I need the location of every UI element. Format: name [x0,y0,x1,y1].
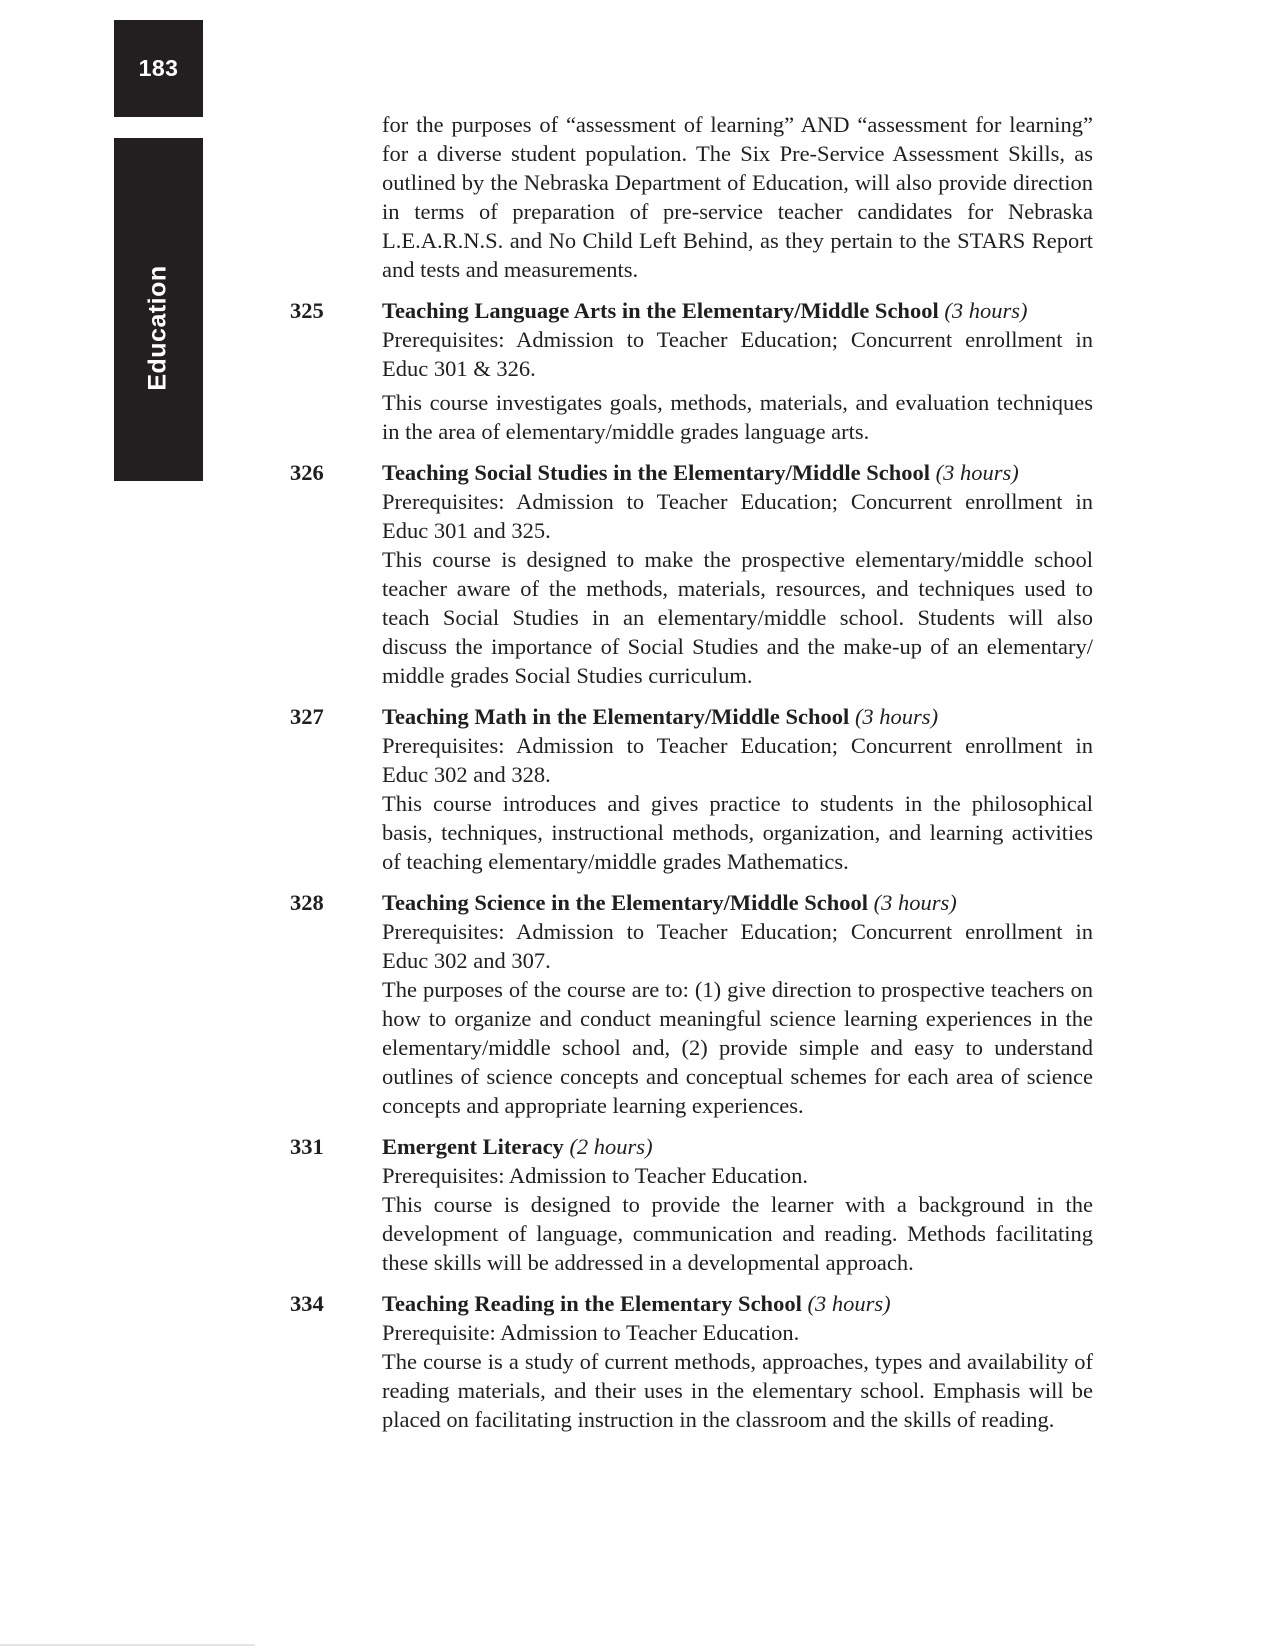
course-description: This course is designed to make the prospective elementary/middle school teacher aware of the methods, materials, resources, and techniques used to teach Social Studies in an elementary/middle school. Students will also discuss the importance of Social Studies and the make-up of an elementary/ middle grades Social Studies curriculum. [382,547,1093,688]
course-heading [382,458,1093,487]
course-description: This course introduces and gives practice to students in the philosophical basis, techniques, instructional methods, organization, and learning activities of teaching elementary/middle grades Mathematics. [382,791,1093,874]
course-entry-328 [290,888,1093,1120]
course-number: 331 [290,1134,324,1159]
course-description: The purposes of the course are to: (1) give direction to prospective teachers on how to organize and conduct meaningful science learning experiences in the elementary/middle school and, (2) provide simple and easy to understand outlines of science concepts and conceptual schemes for each area of science concepts and appropriate learning experiences. [382,977,1093,1118]
course-prerequisites: Prerequisites: Admission to Teacher Education; Concurrent enrollment in Educ 302 and 328. [382,733,1093,787]
page-number-tab [114,20,203,117]
section-label: Education [143,265,172,391]
course-prerequisites: Prerequisites: Admission to Teacher Education; Concurrent enrollment in Educ 301 & 326. [382,327,1093,381]
course-description: This course is designed to provide the learner with a background in the development of language, communication and reading. Methods facilitating these skills will be addressed in a developmental approach. [382,1192,1093,1275]
course-title: Teaching Math in the Elementary/Middle School [382,704,850,729]
course-body [382,888,1093,1120]
course-hours: (2 hours) [569,1134,653,1159]
course-number: 326 [290,460,324,485]
course-description: The course is a study of current methods, approaches, types and availability of reading materials, and their uses in the elementary school. Emphasis will be placed on facilitating instruction in the classroom and the skills of reading. [382,1349,1093,1432]
course-hours: (3 hours) [854,704,939,729]
bottom-rule [0,1644,255,1646]
course-heading [382,888,1093,917]
course-prerequisites: Prerequisites: Admission to Teacher Education. [382,1163,809,1188]
course-prerequisites: Prerequisites: Admission to Teacher Education; Concurrent enrollment in Educ 302 and 307. [382,919,1093,973]
course-title: Teaching Language Arts in the Elementary/Middle School [382,298,939,323]
course-entry-325 [290,296,1093,446]
course-prerequisites: Prerequisite: Admission to Teacher Education. [382,1320,800,1345]
course-body [382,458,1093,690]
course-entry-334 [290,1289,1093,1434]
course-number: 328 [290,890,324,915]
course-entry-326 [290,458,1093,690]
course-body [382,1132,1093,1277]
course-hours: (3 hours) [807,1291,891,1316]
course-hours: (3 hours) [935,460,1019,485]
course-body [382,702,1093,876]
course-prerequisites: Prerequisites: Admission to Teacher Education; Concurrent enrollment in Educ 301 and 325. [382,489,1093,543]
course-heading [382,1289,1093,1318]
course-entry-331 [290,1132,1093,1277]
course-title: Emergent Literacy [382,1134,564,1159]
course-title: Teaching Science in the Elementary/Middle School [382,890,869,915]
course-number: 334 [290,1291,324,1316]
catalog-content [290,110,1093,1446]
course-entry-327 [290,702,1093,876]
course-hours: (3 hours) [944,298,1028,323]
page-number: 183 [138,55,179,81]
course-body [382,296,1093,446]
course-heading [382,702,1093,731]
course-hours: (3 hours) [873,890,957,915]
course-description: This course investigates goals, methods, materials, and evaluation techniques in the area of elementary/middle grades language arts. [382,390,1093,444]
section-tab [114,138,203,481]
course-number: 325 [290,298,324,323]
course-body [382,1289,1093,1434]
course-number: 327 [290,704,324,729]
course-title: Teaching Social Studies in the Elementary/Middle School [382,460,930,485]
course-heading [382,296,1093,325]
course-heading [382,1132,1093,1161]
course-title: Teaching Reading in the Elementary School [382,1291,802,1316]
intro-paragraph: for the purposes of “assessment of learning” AND “assessment for learning” for a diverse student population. The Six Pre-Service Assessment Skills, as outlined by the Nebraska Department of Education, will also provide direction in terms of preparation of pre-service teacher candidates for Nebraska L.E.A.R.N.S. and No Child Left Behind, as they pertain to the STARS Report and tests and measurements. [382,112,1093,282]
